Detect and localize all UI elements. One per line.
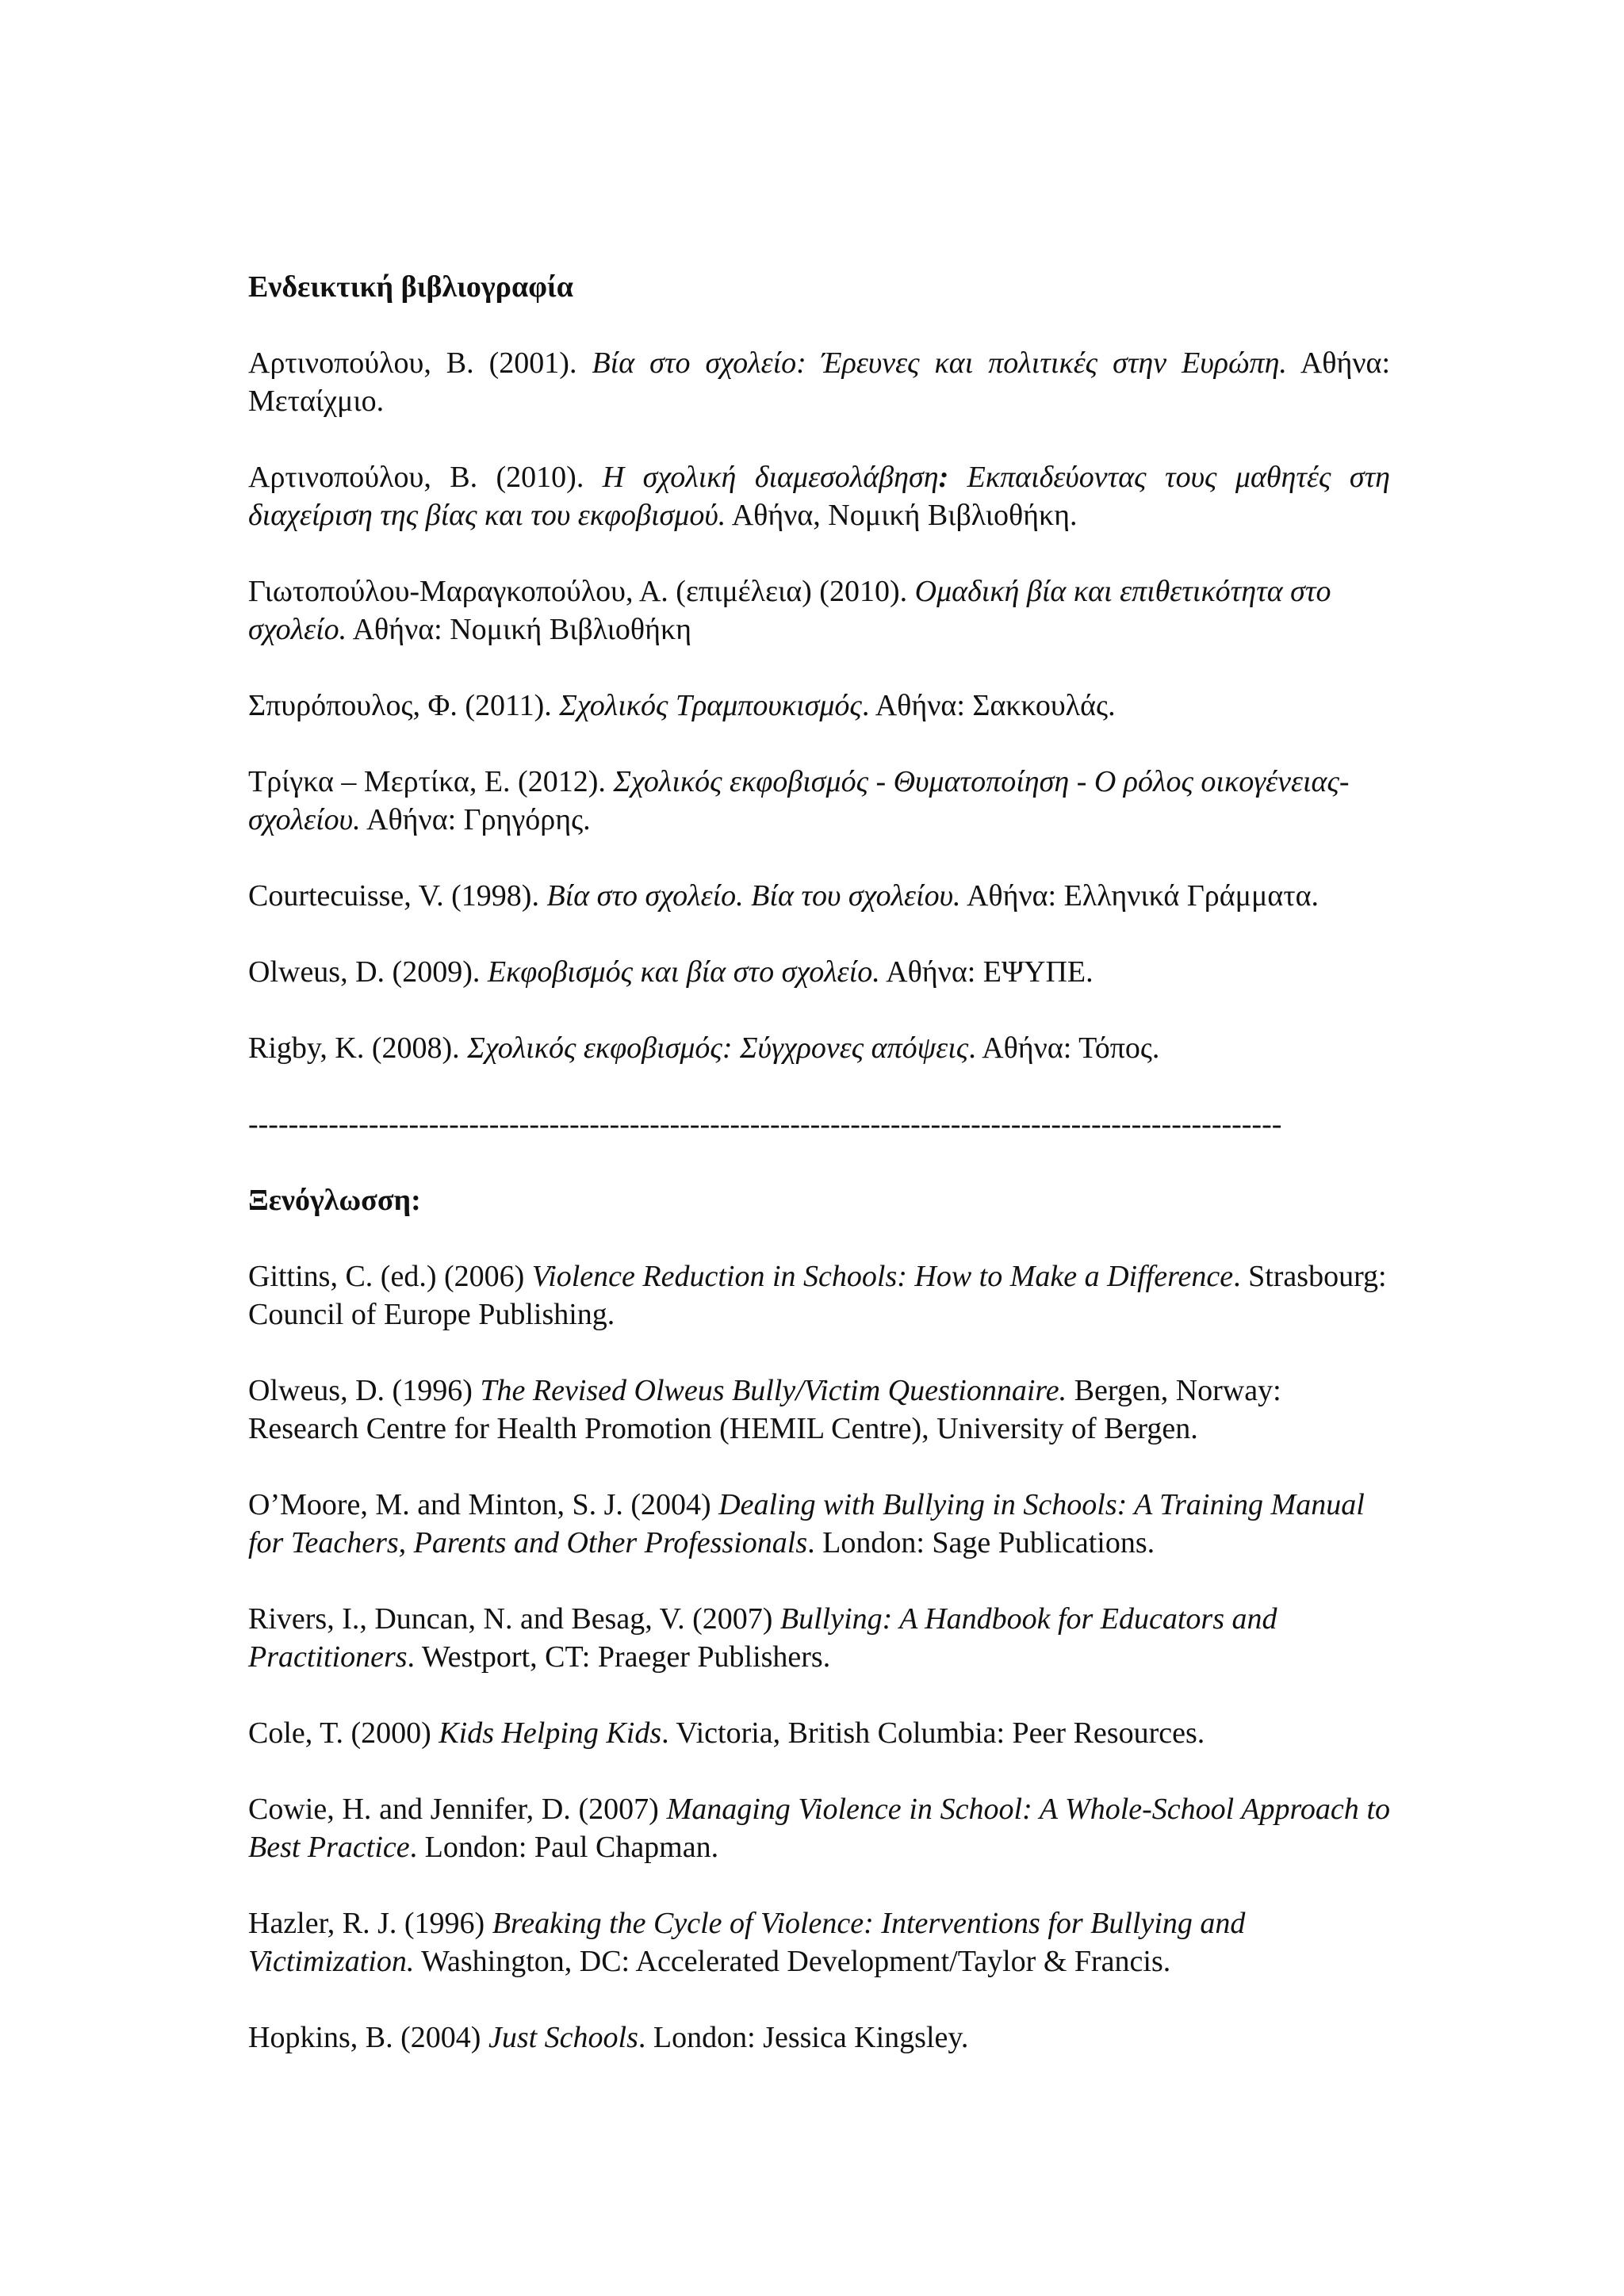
- entry-publisher: . London: Jessica Kingsley.: [638, 2021, 969, 2054]
- bibliography-entry: [248, 1600, 1390, 1676]
- bibliography-entry: [248, 763, 1390, 839]
- bibliography-entry: [248, 1714, 1390, 1752]
- bibliography-entry: [248, 458, 1390, 534]
- section-divider: -------------------------------------------------------------------------------------------------------: [248, 1108, 1282, 1141]
- entry-title: Breaking the Cycle of Violence: Interventions for Bullying and Victimization.: [248, 1907, 1246, 1978]
- section-heading-greek: Ενδεικτική βιβλιογραφία: [248, 270, 573, 304]
- document-page: [248, 268, 1390, 2095]
- bibliography-entry: [248, 1486, 1390, 1562]
- entry-author: Olweus, D. (2009).: [248, 955, 481, 989]
- bibliography-entry: [248, 1029, 1390, 1067]
- entry-title-colon: :: [938, 461, 949, 494]
- entry-title: Βία στο σχολείο: Έρευνες και πολιτικές στην Ευρώπη.: [592, 346, 1287, 380]
- entry-publisher: . Αθήνα: Τόπος.: [968, 1031, 1160, 1065]
- entry-title: Βία στο σχολείο. Βία του σχολείου.: [546, 879, 961, 913]
- entry-author: Σπυρόπουλος, Φ. (2011).: [248, 689, 552, 722]
- entry-publisher: . Strasbourg: Council of Europe Publishing.: [248, 1260, 1387, 1331]
- bibliography-entry: [248, 1257, 1390, 1334]
- entry-title: Kids Helping Kids: [439, 1716, 662, 1750]
- entry-title: Just Schools: [488, 2021, 638, 2054]
- entry-author: Hazler, R. J. (1996): [248, 1907, 485, 1940]
- entry-publisher: Αθήνα: Γρηγόρης.: [366, 803, 591, 836]
- entry-publisher: Αθήνα: Μεταίχμιο.: [248, 346, 1391, 418]
- entry-title: Bullying: A Handbook for Educators and Practitioners: [248, 1602, 1277, 1674]
- entry-author: Olweus, D. (1996): [248, 1374, 473, 1407]
- bibliography-entry: [248, 877, 1390, 915]
- section-heading-foreign: Ξενόγλωσση:: [248, 1184, 421, 1217]
- entry-title: Dealing with Bullying in Schools: A Training Manual for Teachers, Parents and Other Professionals: [248, 1488, 1365, 1559]
- bibliography-entry: [248, 344, 1390, 420]
- entry-title: Σχολικός εκφοβισμός: Σύγχρονες απόψεις: [467, 1031, 969, 1065]
- bibliography-entry: [248, 1790, 1390, 1866]
- entry-author: Rigby, K. (2008).: [248, 1031, 460, 1065]
- entry-author: Αρτινοπούλου, Β. (2010).: [248, 461, 584, 494]
- bibliography-entry: [248, 1904, 1390, 1980]
- bibliography-entry: [248, 2019, 1390, 2057]
- bibliography-entry: [248, 1372, 1390, 1448]
- entry-title-part: Εκπαιδεύοντας τους μαθητές στη διαχείριση της βίας και του εκφοβισμού.: [248, 461, 1391, 532]
- entry-title-part: Η σχολική διαμεσολάβηση: [602, 461, 939, 494]
- entry-publisher: Αθήνα, Νομική Βιβλιοθήκη.: [731, 499, 1078, 532]
- entry-title: Σχολικός εκφοβισμός - Θυματοποίηση - Ο ρόλος οικογένειας-σχολείου.: [248, 765, 1350, 836]
- entry-title: Violence Reduction in Schools: How to Make a Difference: [531, 1260, 1234, 1293]
- entry-publisher: . Αθήνα: Σακκουλάς.: [861, 689, 1116, 722]
- entry-author: Γιωτοπούλου-Μαραγκοπούλου, Α. (επιμέλεια) (2010).: [248, 575, 908, 608]
- entry-publisher: Αθήνα: Νομική Βιβλιοθήκη: [352, 613, 691, 646]
- entry-author: Gittins, C. (ed.) (2006): [248, 1260, 525, 1293]
- entry-publisher: Bergen, Norway: Research Centre for Health Promotion (HEMIL Centre), University of Bergen.: [248, 1374, 1281, 1445]
- entry-title: Εκφοβισμός και βία στο σχολείο.: [487, 955, 880, 989]
- entry-publisher: Washington, DC: Accelerated Development/Taylor & Francis.: [421, 1945, 1171, 1978]
- entry-author: Τρίγκα – Μερτίκα, Ε. (2012).: [248, 765, 606, 798]
- entry-title: Ομαδική βία και επιθετικότητα στο σχολείο.: [248, 575, 1331, 646]
- entry-publisher: . London: Sage Publications.: [807, 1526, 1155, 1559]
- entry-author: O’Moore, M. and Minton, S. J. (2004): [248, 1488, 711, 1521]
- bibliography-entry: [248, 953, 1390, 991]
- entry-publisher: . Victoria, British Columbia: Peer Resources.: [661, 1716, 1205, 1750]
- entry-title: Σχολικός Τραμπουκισμός: [559, 689, 862, 722]
- bibliography-entry: [248, 687, 1390, 725]
- entry-author: Cole, T. (2000): [248, 1716, 431, 1750]
- entry-title: Managing Violence in School: A Whole-School Approach to Best Practice: [248, 1793, 1391, 1864]
- entry-author: Cowie, H. and Jennifer, D. (2007): [248, 1793, 659, 1826]
- entry-publisher: . Westport, CT: Praeger Publishers.: [407, 1640, 831, 1674]
- entry-author: Hopkins, B. (2004): [248, 2021, 481, 2054]
- entry-title: The Revised Olweus Bully/Victim Questionnaire.: [480, 1374, 1067, 1407]
- bibliography-entry: [248, 572, 1390, 649]
- entry-author: Rivers, I., Duncan, N. and Besag, V. (2007): [248, 1602, 773, 1636]
- entry-author: Courtecuisse, V. (1998).: [248, 879, 539, 913]
- entry-publisher: Αθήνα: ΕΨΥΠΕ.: [886, 955, 1094, 989]
- entry-author: Αρτινοπούλου, Β. (2001).: [248, 346, 577, 380]
- entry-publisher: Αθήνα: Ελληνικά Γράμματα.: [966, 879, 1320, 913]
- entry-publisher: . London: Paul Chapman.: [409, 1831, 719, 1864]
